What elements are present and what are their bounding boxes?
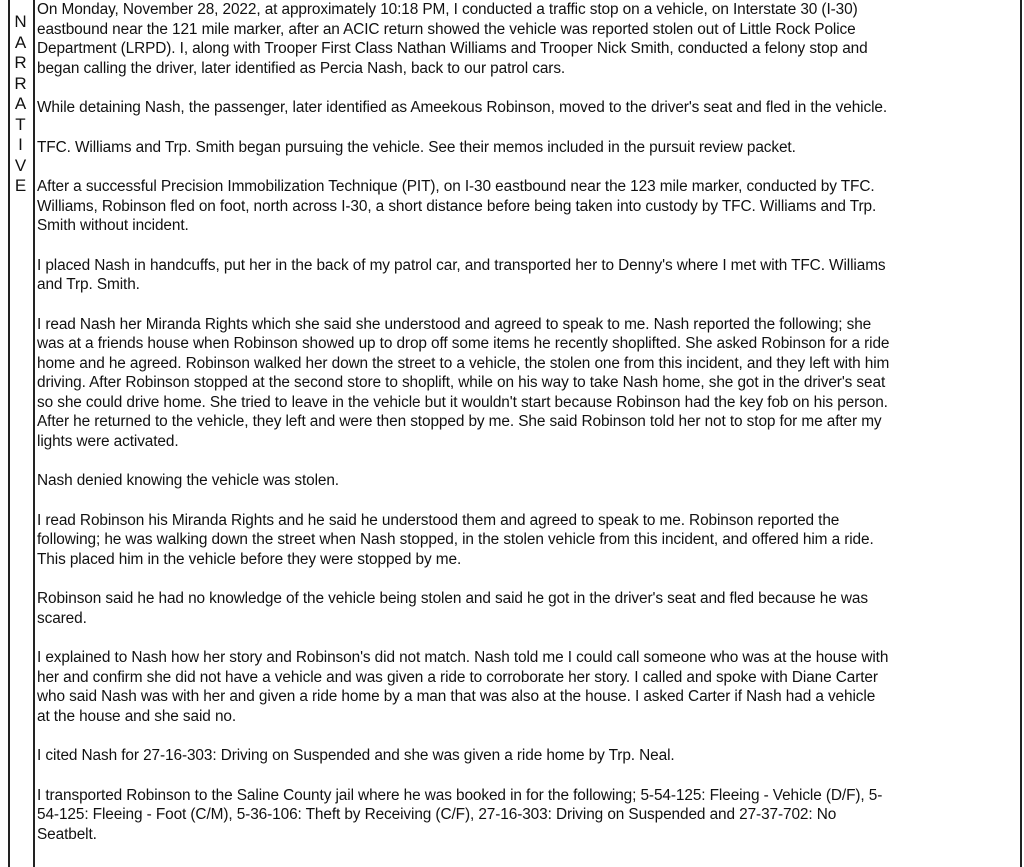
narrative-line: I explained to Nash how her story and Robinson's did not match. Nash told me I could call someone who was at the house with xyxy=(37,649,889,666)
narrative-paragraph xyxy=(37,648,1017,726)
narrative-paragraph xyxy=(37,0,1017,78)
narrative-paragraph xyxy=(37,315,1017,452)
narrative-label-letter: E xyxy=(14,176,27,195)
narrative-line: Department (LRPD). I, along with Trooper First Class Nathan Williams and Trooper Nick Smith, conducted a felony stop and xyxy=(37,40,868,57)
narrative-paragraph xyxy=(37,471,1017,491)
narrative-line: I cited Nash for 27-16-303: Driving on Suspended and she was given a ride home by Trp. Neal. xyxy=(37,747,675,764)
narrative-line: I read Robinson his Miranda Rights and he said he understood them and agreed to speak to me. Robinson reported the xyxy=(37,511,840,529)
narrative-body xyxy=(37,0,1017,864)
narrative-line: so she could drive home. She tried to leave in the vehicle but it wouldn't start because Robinson had the key fob on his person. xyxy=(37,393,888,411)
narrative-line: This placed him in the vehicle before they were stopped by me. xyxy=(37,550,462,568)
narrative-paragraph xyxy=(37,589,1017,628)
narrative-line: I read Nash her Miranda Rights which she said she understood and agreed to speak to me. Nash reported the following; she xyxy=(37,315,872,333)
narrative-paragraph xyxy=(37,746,1017,766)
narrative-paragraph xyxy=(37,177,1017,236)
narrative-label-letter: A xyxy=(14,32,27,52)
narrative-label-letter: V xyxy=(14,155,27,175)
narrative-label-letter: R xyxy=(14,73,27,93)
narrative-line: While detaining Nash, the passenger, later identified as Ameekous Robinson, moved to the driver's seat and fled in the vehicle. xyxy=(37,99,888,116)
narrative-line: at the house and she said no. xyxy=(37,707,237,725)
narrative-line: driving. After Robinson stopped at the second store to shoplift, while on his way to take Nash home, she got in the driver's seat xyxy=(37,374,886,391)
narrative-line: Seatbelt. xyxy=(37,825,97,843)
narrative-label-letter: N xyxy=(14,12,27,31)
narrative-line: lights were activated. xyxy=(37,432,179,450)
narrative-line: On Monday, November 28, 2022, at approximately 10:18 PM, I conducted a traffic stop on a vehicle, on Interstate 30 (I-30) xyxy=(37,1,858,18)
narrative-line: Williams, Robinson fled on foot, north across I-30, a short distance before being taken into custody by TFC. Williams and Trp. xyxy=(37,197,877,215)
narrative-line: After a successful Precision Immobilization Technique (PIT), on I-30 eastbound near the 123 mile marker, conducted by TFC. xyxy=(37,178,875,195)
narrative-line: Robinson said he had no knowledge of the vehicle being stolen and said he got in the driver's seat and fled because he was xyxy=(37,590,868,607)
narrative-line: who said Nash was with her and given a ride home by a man that was also at the house. I asked Carter if Nash had a vehicle xyxy=(37,688,876,705)
narrative-line: following; he was walking down the street when Nash stopped, in the stolen vehicle from this incident, and offered him a ride. xyxy=(37,531,874,548)
narrative-paragraph xyxy=(37,98,1017,118)
narrative-paragraph xyxy=(37,256,1017,295)
narrative-line: home and he agreed. Robinson walked her down the street to a vehicle, the stolen one from this incident, and they left with him xyxy=(37,354,890,372)
narrative-line: I placed Nash in handcuffs, put her in the back of my patrol car, and transported her to Denny's where I met with TFC. Williams xyxy=(37,256,886,274)
narrative-line: eastbound near the 121 mile marker, after an ACIC return showed the vehicle was reported stolen out of Little Rock Police xyxy=(37,20,856,38)
narrative-line: 54-125: Fleeing - Foot (C/M), 5-36-106: Theft by Receiving (C/F), 27-16-303: Driving on Suspended and 27-37-702: No xyxy=(37,806,837,823)
narrative-label-letter: T xyxy=(15,114,26,134)
narrative-line: and Trp. Smith. xyxy=(37,276,140,293)
narrative-paragraph xyxy=(37,138,1017,158)
narrative-line: scared. xyxy=(37,609,87,627)
narrative-line: Smith without incident. xyxy=(37,217,189,234)
narrative-label-letter: R xyxy=(14,53,27,72)
narrative-paragraph xyxy=(37,786,1017,845)
narrative-line: her and confirm she did not have a vehicle and was given a ride to corroborate her story. I called and spoke with Diane Carter xyxy=(37,668,878,686)
narrative-label-column xyxy=(8,0,35,867)
narrative-line: began calling the driver, later identified as Percia Nash, back to our patrol cars. xyxy=(37,59,566,77)
narrative-line: was at a friends house when Robinson showed up to drop off some items he recently shoplifted. She asked Robinson for a ride xyxy=(37,335,890,352)
narrative-line: After he returned to the vehicle, they left and were then stopped by me. She said Robinson told her not to stop for me after my xyxy=(37,413,882,430)
narrative-line: Nash denied knowing the vehicle was stolen. xyxy=(37,472,339,489)
narrative-line: I transported Robinson to the Saline County jail where he was booked in for the following; 5-54-125: Fleeing - Vehicle (D/F), 5- xyxy=(37,786,883,804)
narrative-vertical-label xyxy=(8,12,33,197)
narrative-label-letter: A xyxy=(14,94,27,113)
narrative-label-letter: I xyxy=(18,135,23,154)
narrative-line: TFC. Williams and Trp. Smith began pursuing the vehicle. See their memos included in the pursuit review packet. xyxy=(37,138,796,156)
narrative-paragraph xyxy=(37,511,1017,570)
